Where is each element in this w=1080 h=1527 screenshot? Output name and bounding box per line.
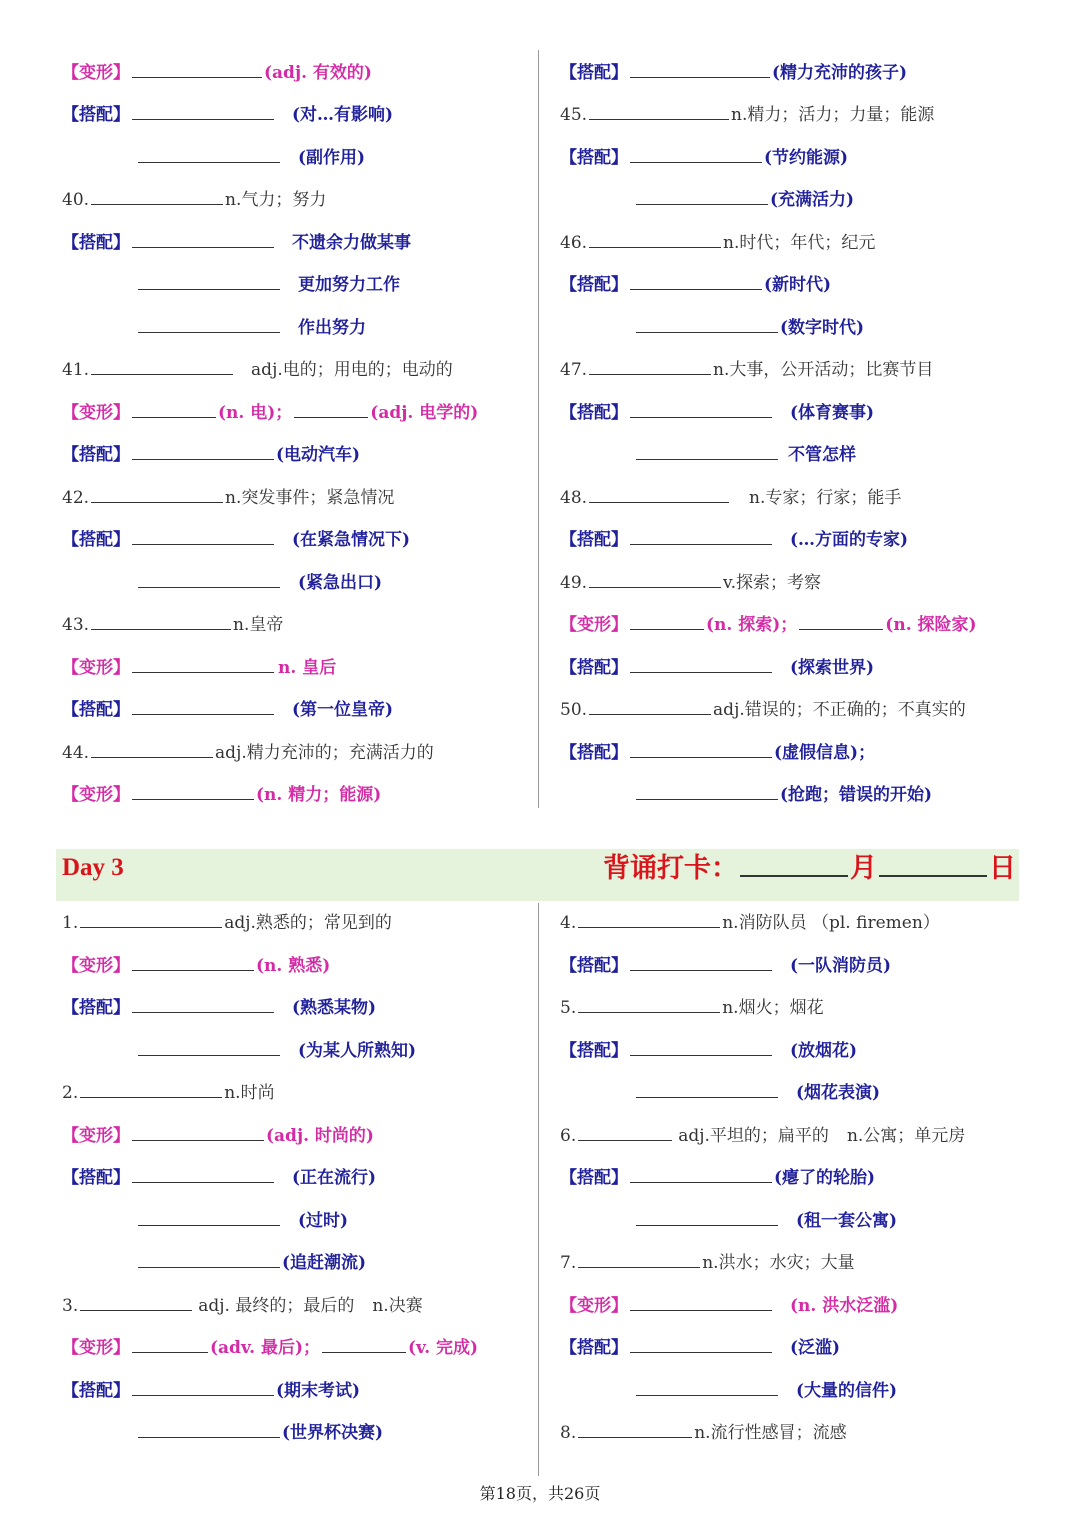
answer-blank[interactable] <box>636 781 778 800</box>
hint: 不管怎样 <box>788 445 856 465</box>
answer-blank[interactable] <box>630 654 772 673</box>
hint: 作出努力 <box>298 318 366 338</box>
collocation-tag: 【搭配】 <box>560 275 628 295</box>
tr-collocation-row <box>560 58 907 88</box>
answer-blank[interactable] <box>132 654 274 673</box>
answer-blank[interactable] <box>630 1164 772 1183</box>
collocation-tag: 【搭配】 <box>62 700 130 720</box>
answer-blank[interactable] <box>578 994 720 1013</box>
hint: (精力充沛的孩子) <box>772 63 908 83</box>
column-divider <box>538 50 539 808</box>
tr-collocation-row <box>634 440 856 470</box>
word-item-48 <box>560 483 901 513</box>
definition: n.决赛 <box>372 1296 423 1316</box>
answer-blank[interactable] <box>636 441 778 460</box>
tl-collocation-row <box>62 695 393 725</box>
variant-tag: 【变形】 <box>560 615 628 635</box>
answer-blank[interactable] <box>578 1419 692 1438</box>
word-item-45 <box>560 100 934 130</box>
definition: n.烟火；烟花 <box>722 998 824 1018</box>
tr-collocation-row <box>634 313 864 343</box>
bl-collocation-row <box>62 1376 360 1406</box>
tr-collocation-row <box>634 185 854 215</box>
answer-blank[interactable] <box>132 229 274 248</box>
answer-blank[interactable] <box>138 569 280 588</box>
variant-tag: 【变形】 <box>62 1126 130 1146</box>
collocation-tag: 【搭配】 <box>560 956 628 976</box>
answer-blank[interactable] <box>138 1249 280 1268</box>
hint: (烟花表演) <box>796 1083 881 1103</box>
tl-collocation-row <box>136 313 366 343</box>
answer-blank[interactable] <box>578 909 720 928</box>
collocation-tag: 【搭配】 <box>560 1338 628 1358</box>
answer-blank[interactable] <box>630 739 772 758</box>
definition: n.突发事件；紧急情况 <box>225 488 395 508</box>
answer-blank[interactable] <box>630 611 704 630</box>
answer-blank[interactable] <box>636 186 768 205</box>
tl-variant-row <box>62 653 336 683</box>
answer-blank[interactable] <box>294 399 368 418</box>
answer-blank[interactable] <box>132 59 262 78</box>
answer-blank[interactable] <box>138 144 280 163</box>
tl-variant-row <box>62 780 381 810</box>
br-collocation-row <box>560 951 891 981</box>
br-collocation-row <box>634 1376 897 1406</box>
definition: n.流行性感冒；流感 <box>694 1423 847 1443</box>
answer-blank[interactable] <box>132 1334 208 1353</box>
hint: n. 皇后 <box>278 658 337 678</box>
bl-collocation-row <box>62 993 376 1023</box>
hint: (租一套公寓) <box>796 1211 898 1231</box>
answer-blank[interactable] <box>630 1292 772 1311</box>
br-collocation-row <box>634 1206 897 1236</box>
bl-collocation-row <box>136 1036 416 1066</box>
answer-blank[interactable] <box>91 356 233 375</box>
item-number: 6. <box>560 1126 577 1146</box>
word-item-4 <box>560 908 940 938</box>
word-item-50 <box>560 695 966 725</box>
answer-blank[interactable] <box>132 1164 274 1183</box>
day-title: Day 3 <box>62 854 124 881</box>
hint: (体育赛事) <box>790 403 875 423</box>
answer-blank[interactable] <box>636 314 778 333</box>
collocation-tag: 【搭配】 <box>62 1381 130 1401</box>
hint: (充满活力) <box>770 190 855 210</box>
hint: (adj. 有效的) <box>264 63 372 83</box>
answer-blank[interactable] <box>630 144 762 163</box>
answer-blank[interactable] <box>630 59 770 78</box>
item-number: 50. <box>560 700 588 720</box>
word-item-8 <box>560 1418 847 1448</box>
item-number: 41. <box>62 360 90 380</box>
hint: (为某人所熟知) <box>298 1041 417 1061</box>
variant-tag: 【变形】 <box>62 1338 130 1358</box>
tl-variant-row <box>62 398 478 428</box>
hint: (追赶潮流) <box>282 1253 367 1273</box>
hint: (节约能源) <box>764 148 849 168</box>
tl-collocation-row <box>136 568 382 598</box>
variant-tag: 【变形】 <box>560 1296 628 1316</box>
answer-blank[interactable] <box>630 399 772 418</box>
answer-blank[interactable] <box>138 314 280 333</box>
tl-variant-row <box>62 58 372 88</box>
day-label: 日 <box>989 853 1016 884</box>
item-number: 48. <box>560 488 588 508</box>
tr-collocation-row <box>560 525 908 555</box>
variant-tag: 【变形】 <box>62 403 130 423</box>
checkin-line <box>603 849 1016 887</box>
answer-blank[interactable] <box>132 526 274 545</box>
item-number: 2. <box>62 1083 79 1103</box>
day-blank[interactable] <box>879 849 987 877</box>
collocation-tag: 【搭配】 <box>62 233 130 253</box>
item-number: 46. <box>560 233 588 253</box>
definition: adj.精力充沛的；充满活力的 <box>215 743 434 763</box>
answer-blank[interactable] <box>80 909 222 928</box>
br-collocation-row <box>560 1333 840 1363</box>
definition: n.公寓；单元房 <box>846 1126 966 1146</box>
page-number: 第18页，共26页 <box>479 1484 601 1503</box>
answer-blank[interactable] <box>132 1377 274 1396</box>
answer-blank[interactable] <box>322 1334 406 1353</box>
hint: (瘪了的轮胎) <box>774 1168 876 1188</box>
answer-blank[interactable] <box>138 271 280 290</box>
answer-blank[interactable] <box>91 186 223 205</box>
definition: adj.熟悉的；常见到的 <box>224 913 392 933</box>
hint: (副作用) <box>298 148 366 168</box>
item-number: 7. <box>560 1253 577 1273</box>
word-item-2 <box>62 1078 275 1108</box>
br-collocation-row <box>634 1078 880 1108</box>
answer-blank[interactable] <box>630 1037 772 1056</box>
word-item-6 <box>560 1121 965 1151</box>
answer-blank[interactable] <box>80 1079 222 1098</box>
hint: (期末考试) <box>276 1381 361 1401</box>
answer-blank[interactable] <box>132 441 274 460</box>
hint: (过时) <box>298 1211 349 1231</box>
answer-blank[interactable] <box>589 229 721 248</box>
answer-blank[interactable] <box>578 1249 700 1268</box>
answer-blank[interactable] <box>80 1292 192 1311</box>
answer-blank[interactable] <box>132 1122 264 1141</box>
answer-blank[interactable] <box>132 952 254 971</box>
tr-collocation-row <box>560 398 874 428</box>
word-item-7 <box>560 1248 855 1278</box>
answer-blank[interactable] <box>138 1207 280 1226</box>
definition: adj. 最终的；最后的 <box>198 1296 355 1316</box>
variant-tag: 【变形】 <box>62 658 130 678</box>
word-item-40 <box>62 185 326 215</box>
variant-tag: 【变形】 <box>62 63 130 83</box>
hint: (n. 电)； <box>218 403 293 423</box>
item-number: 47. <box>560 360 588 380</box>
hint: (对…有影响) <box>292 105 394 125</box>
collocation-tag: 【搭配】 <box>62 998 130 1018</box>
hint: 更加努力工作 <box>298 275 400 295</box>
definition: n.皇帝 <box>233 615 284 635</box>
word-item-41 <box>62 355 453 385</box>
tl-collocation-row <box>62 228 411 258</box>
answer-blank[interactable] <box>636 1377 778 1396</box>
item-number: 45. <box>560 105 588 125</box>
hint: 不遗余力做某事 <box>292 233 411 253</box>
item-number: 49. <box>560 573 588 593</box>
hint: (探索世界) <box>790 658 875 678</box>
item-number: 43. <box>62 615 90 635</box>
answer-blank[interactable] <box>132 696 274 715</box>
br-variant-row <box>560 1291 898 1321</box>
definition: n.精力；活力；力量；能源 <box>731 105 935 125</box>
tr-collocation-row <box>560 143 848 173</box>
item-number: 1. <box>62 913 79 933</box>
checkin-label: 背诵打卡： <box>603 853 738 884</box>
tl-collocation-row <box>136 143 365 173</box>
item-number: 3. <box>62 1296 79 1316</box>
answer-blank[interactable] <box>630 952 772 971</box>
answer-blank[interactable] <box>589 484 729 503</box>
variant-tag: 【变形】 <box>62 785 130 805</box>
hint: (adv. 最后)； <box>210 1338 320 1358</box>
answer-blank[interactable] <box>630 1334 772 1353</box>
word-item-43 <box>62 610 283 640</box>
bl-variant-row <box>62 1121 374 1151</box>
hint: (电动汽车) <box>276 445 361 465</box>
answer-blank[interactable] <box>630 271 762 290</box>
answer-blank[interactable] <box>91 739 213 758</box>
month-label: 月 <box>850 853 877 884</box>
hint: (泛滥) <box>790 1338 841 1358</box>
answer-blank[interactable] <box>589 101 729 120</box>
br-collocation-row <box>560 1163 875 1193</box>
answer-blank[interactable] <box>138 1419 280 1438</box>
word-item-47 <box>560 355 933 385</box>
word-item-1 <box>62 908 392 938</box>
hint: (数字时代) <box>780 318 865 338</box>
definition: adj.平坦的；扁平的 <box>678 1126 829 1146</box>
hint: (…方面的专家) <box>790 530 909 550</box>
answer-blank[interactable] <box>132 781 254 800</box>
answer-blank[interactable] <box>589 356 711 375</box>
item-number: 42. <box>62 488 90 508</box>
month-blank[interactable] <box>740 849 848 877</box>
collocation-tag: 【搭配】 <box>560 743 628 763</box>
bl-variant-row <box>62 951 330 981</box>
hint: (一队消防员) <box>790 956 892 976</box>
item-number: 4. <box>560 913 577 933</box>
hint: (n. 洪水泛滥) <box>790 1296 899 1316</box>
definition: n.时尚 <box>224 1083 275 1103</box>
definition: n.气力；努力 <box>225 190 327 210</box>
collocation-tag: 【搭配】 <box>62 1168 130 1188</box>
hint: (放烟花) <box>790 1041 858 1061</box>
answer-blank[interactable] <box>138 1037 280 1056</box>
hint: (世界杯决赛) <box>282 1423 384 1443</box>
column-divider <box>538 903 539 1476</box>
collocation-tag: 【搭配】 <box>62 445 130 465</box>
word-item-46 <box>560 228 875 258</box>
tl-collocation-row <box>62 100 393 130</box>
tr-collocation-row <box>560 270 831 300</box>
answer-blank[interactable] <box>636 1079 778 1098</box>
tl-collocation-row <box>136 270 400 300</box>
hint: (n. 精力；能源) <box>256 785 382 805</box>
word-item-42 <box>62 483 394 513</box>
word-item-44 <box>62 738 434 768</box>
word-item-5 <box>560 993 824 1023</box>
bl-collocation-row <box>62 1163 376 1193</box>
tr-collocation-row <box>560 653 874 683</box>
collocation-tag: 【搭配】 <box>62 530 130 550</box>
definition: n.大事，公开活动；比赛节目 <box>713 360 934 380</box>
bl-collocation-row <box>136 1248 366 1278</box>
hint: (在紧急情况下) <box>292 530 411 550</box>
hint: (n. 熟悉) <box>256 956 331 976</box>
answer-blank[interactable] <box>589 696 711 715</box>
answer-blank[interactable] <box>589 569 721 588</box>
definition: n.消防队员 （pl. firemen） <box>722 913 940 933</box>
answer-blank[interactable] <box>132 994 274 1013</box>
tr-collocation-row <box>560 738 875 768</box>
hint: (熟悉某物) <box>292 998 377 1018</box>
hint: (n. 探索)； <box>706 615 798 635</box>
tl-collocation-row <box>62 525 410 555</box>
definition: adj.错误的；不正确的；不真实的 <box>713 700 966 720</box>
hint: (第一位皇帝) <box>292 700 394 720</box>
collocation-tag: 【搭配】 <box>560 148 628 168</box>
word-item-3 <box>62 1291 423 1321</box>
hint: (虚假信息)； <box>774 743 876 763</box>
collocation-tag: 【搭配】 <box>560 63 628 83</box>
answer-blank[interactable] <box>799 611 883 630</box>
collocation-tag: 【搭配】 <box>62 105 130 125</box>
definition: n.洪水；水灾；大量 <box>702 1253 855 1273</box>
hint: (大量的信件) <box>796 1381 898 1401</box>
definition: adj.电的；用电的；电动的 <box>251 360 453 380</box>
bl-collocation-row <box>136 1418 383 1448</box>
answer-blank[interactable] <box>578 1122 672 1141</box>
collocation-tag: 【搭配】 <box>560 1168 628 1188</box>
answer-blank[interactable] <box>132 399 216 418</box>
item-number: 40. <box>62 190 90 210</box>
word-item-49 <box>560 568 821 598</box>
hint: (抢跑；错误的开始) <box>780 785 933 805</box>
collocation-tag: 【搭配】 <box>560 658 628 678</box>
tr-collocation-row <box>634 780 932 810</box>
hint: (n. 探险家) <box>885 615 977 635</box>
br-collocation-row <box>560 1036 857 1066</box>
item-number: 8. <box>560 1423 577 1443</box>
bl-collocation-row <box>136 1206 348 1236</box>
collocation-tag: 【搭配】 <box>560 530 628 550</box>
hint: (正在流行) <box>292 1168 377 1188</box>
hint: (紧急出口) <box>298 573 383 593</box>
answer-blank[interactable] <box>132 101 274 120</box>
answer-blank[interactable] <box>91 611 231 630</box>
item-number: 44. <box>62 743 90 763</box>
answer-blank[interactable] <box>630 526 772 545</box>
hint: (v. 完成) <box>408 1338 479 1358</box>
definition: v.探索；考察 <box>723 573 822 593</box>
hint: (adj. 时尚的) <box>266 1126 374 1146</box>
hint: (adj. 电学的) <box>370 403 479 423</box>
definition: n.时代；年代；纪元 <box>723 233 876 253</box>
answer-blank[interactable] <box>91 484 223 503</box>
tl-collocation-row <box>62 440 360 470</box>
item-number: 5. <box>560 998 577 1018</box>
tr-variant-row <box>560 610 977 640</box>
hint: (新时代) <box>764 275 832 295</box>
definition: n.专家；行家；能手 <box>749 488 902 508</box>
variant-tag: 【变形】 <box>62 956 130 976</box>
bl-variant-row <box>62 1333 478 1363</box>
collocation-tag: 【搭配】 <box>560 1041 628 1061</box>
answer-blank[interactable] <box>636 1207 778 1226</box>
collocation-tag: 【搭配】 <box>560 403 628 423</box>
